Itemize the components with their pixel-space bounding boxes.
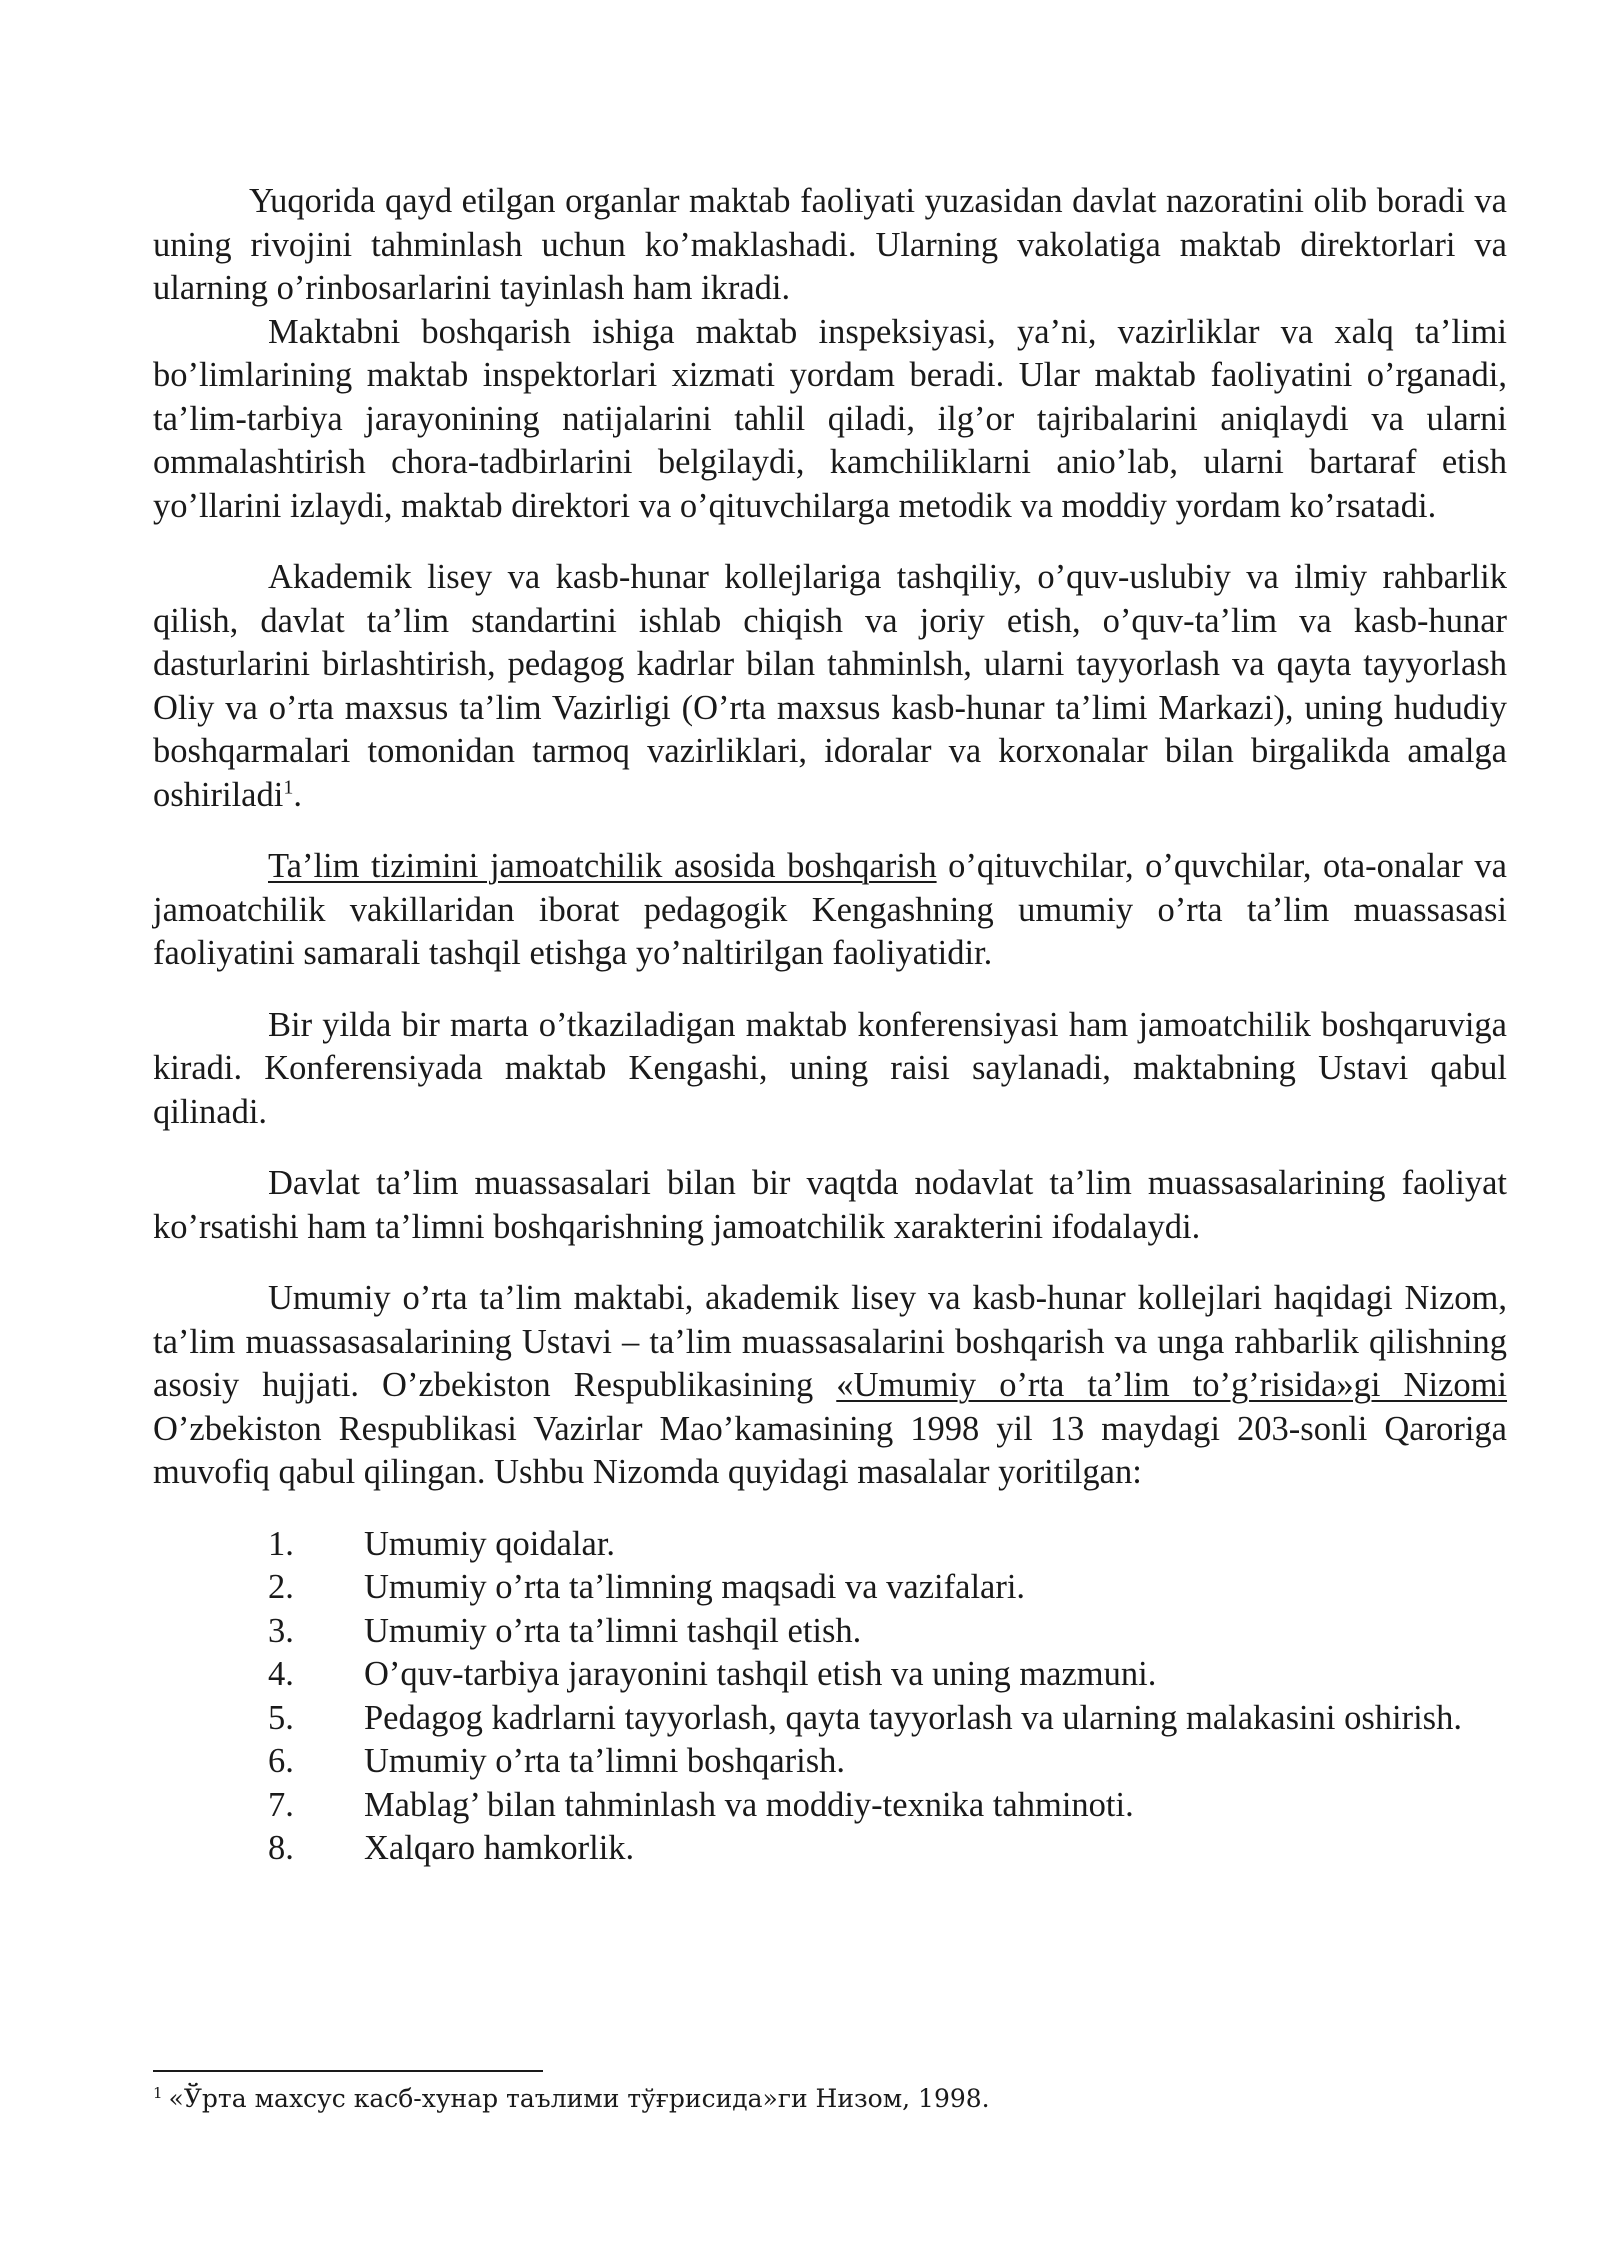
list-item [153, 1523, 1507, 1567]
list-text: Mablag’ bilan tahminlash va moddiy-texnika tahminoti. [364, 1785, 1134, 1824]
nizom-topics-list [153, 1523, 1507, 1871]
list-item [153, 1697, 1507, 1741]
list-number: 4. [268, 1655, 294, 1693]
paragraph-7-text-a: Umumiy o’rta ta’lim maktabi, akademik lisey va kasb-hunar kollejlari haqidagi Nizom, ta’lim muassasasalarining Ustavi – ta’lim muassasalarini boshqarish va unga rahbarlik qilishning asosiy hujjati. O’zbekiston Respublikasining [153, 1279, 1507, 1404]
paragraph-1: Yuqorida qayd etilgan organlar maktab faoliyati yuzasidan davlat nazoratini olib boradi va uning rivojini tahminlash uchun ko’maklashadi. Ularning vakolatiga maktab direktorlari va ularning o’rinbosarlarini tayinlash ham ikradi. [153, 182, 1507, 307]
footnote-separator [153, 2070, 543, 2072]
paragraph-5: Bir yilda bir marta o’tkaziladigan maktab konferensiyasi ham jamoatchilik boshqaruviga kiradi. Konferensiyada maktab Kengashi, uning raisi saylanadi, maktabning Ustavi qabul qilinadi. [153, 1005, 1507, 1131]
list-number: 8. [268, 1829, 294, 1867]
footnote-mark: 1 [153, 2083, 163, 2102]
list-number: 2. [268, 1568, 294, 1606]
list-text: Umumiy o’rta ta’limni tashqil etish. [364, 1611, 862, 1650]
paragraph-3-text: Akademik lisey va kasb-hunar kollejlariga tashqiliy, o’quv-uslubiy va ilmiy rahbarlik qilish, davlat ta’lim standartini ishlab chiqish va joriy etish, o’quv-ta’lim va kasb-hunar dasturlarini birlashtirish, pedagog kadrlar bilan tahminlsh, ularni tayyorlash va qayta tayyorlash Oliy va o’rta maxsus ta’lim Vazirligi (O’rta maxsus kasb-hunar ta’limi Markazi), uning hududiy boshqarmalari tomonidan tarmoq vazirliklari, idoralar va korxonalar bilan birgalikda amalga oshiriladi [153, 558, 1507, 814]
paragraph-7-text-b: O’zbekiston Respublikasi Vazirlar Mao’kamasining 1998 yil 13 maydagi 203-sonli Qaroriga muvofiq qabul qilingan. Ushbu Nizomda quyidagi masalalar yoritilgan: [153, 1409, 1507, 1491]
list-text: O’quv-tarbiya jarayonini tashqil etish va uning mazmuni. [364, 1655, 1157, 1693]
list-item [153, 1827, 1507, 1871]
paragraph-7 [153, 1277, 1507, 1495]
list-item [153, 1653, 1507, 1697]
list-number: 7. [268, 1785, 294, 1824]
footnote-text: «Ўрта махсус касб-хунар таълими тўғрисида»ги Низом, 1998. [168, 2084, 990, 2113]
list-item [153, 1740, 1507, 1784]
paragraph-4 [153, 845, 1507, 976]
underlined-link-jamoatchilik[interactable]: Ta’lim tizimini jamoatchilik asosida boshqarish [268, 847, 937, 885]
list-number: 3. [268, 1611, 294, 1650]
paragraph-4-text: o’qituvchilar, o’quvchilar, ota-onalar va jamoatchilik vakillaridan iborat pedagogik Kengashning umumiy o’rta ta’lim muassasasi faoliyatini samarali tashqil etishga yo’naltirilgan faoliyatidir. [153, 847, 1507, 972]
paragraph-2: Maktabni boshqarish ishiga maktab inspeksiyasi, ya’ni, vazirliklar va xalq ta’limi bo’limlarining maktab inspektorlari xizmati yordam beradi. Ular maktab faoliyatini o’rganadi, ta’lim-tarbiya jarayonining natijalarini tahlil qiladi, ilg’or tajribalarini aniqlaydi va ularni ommalashtirish chora-tadbirlarini belgilaydi, kamchiliklarni anio’lab, ularni bartaraf etish yo’llarini izlaydi, maktab direktori va o’qituvchilarga metodik va moddiy yordam ko’rsatadi. [153, 312, 1507, 525]
list-number: 6. [268, 1742, 294, 1780]
document-page [153, 180, 1507, 1871]
footnote [153, 2083, 990, 2115]
list-item [153, 1610, 1507, 1654]
list-item [153, 1784, 1507, 1828]
paragraph-6: Davlat ta’lim muassasalari bilan bir vaqtda nodavlat ta’lim muassasalarining faoliyat ko’rsatishi ham ta’limni boshqarishning jamoatchilik xarakterini ifodalaydi. [153, 1164, 1507, 1246]
list-number: 1. [268, 1524, 294, 1563]
list-text: Umumiy o’rta ta’limni boshqarish. [364, 1742, 846, 1780]
footnote-reference[interactable]: 1 [283, 776, 294, 798]
list-text: Umumiy o’rta ta’limning maqsadi va vazifalari. [364, 1568, 1026, 1606]
underlined-link-nizom[interactable]: «Umumiy o’rta ta’lim to’g’risida»gi Nizomi [836, 1366, 1508, 1404]
list-text: Xalqaro hamkorlik. [364, 1829, 635, 1867]
paragraph-3 [153, 556, 1507, 817]
list-number: 5. [268, 1698, 294, 1737]
list-item [153, 1566, 1507, 1610]
paragraph-3-end: . [293, 775, 302, 814]
list-text: Pedagog kadrlarni tayyorlash, qayta tayyorlash va ularning malakasini oshirish. [364, 1698, 1462, 1737]
list-text: Umumiy qoidalar. [364, 1524, 616, 1563]
